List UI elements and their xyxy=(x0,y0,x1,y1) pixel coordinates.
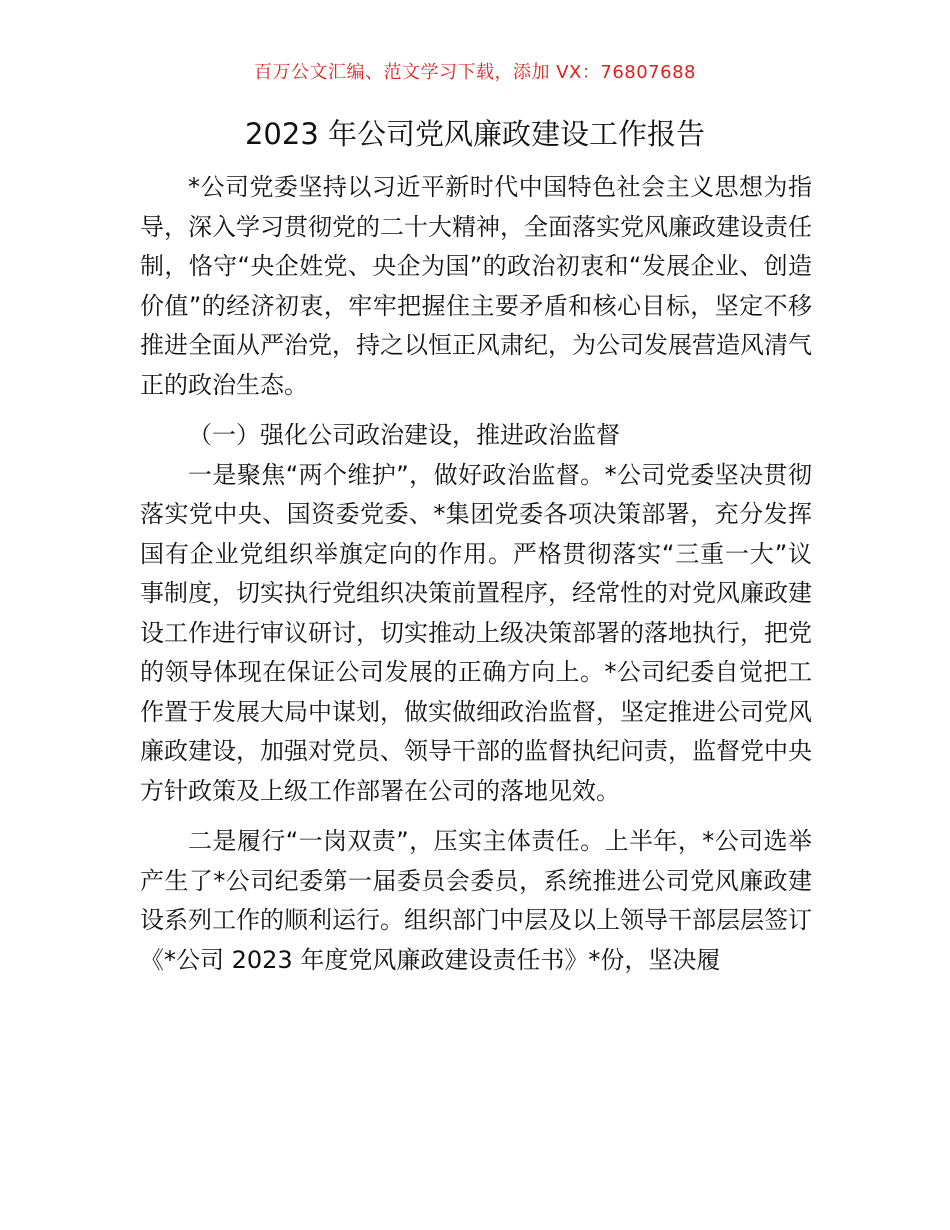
section-heading: （一）强化公司政治建设，推进政治监督 xyxy=(188,421,620,449)
intro-paragraph: *公司党委坚持以习近平新时代中国特色社会主义思想为指导，深入学习贯彻党的二十大精神，全面落实党风廉政建设责任制，恪守“央企姓党、央企为国”的政治初衷和“发展企业、创造价值”的经济初衷，牢牢把握住主要矛盾和核心目标，坚定不移推进全面从严治党，持之以恒正风肃纪，为公司发展营造风清气正的政治生态。 xyxy=(140,173,812,399)
section-paragraph-1: 一是聚焦“两个维护”，做好政治监督。*公司党委坚决贯彻落实党中央、国资委党委、*集团党委各项决策部署，充分发挥国有企业党组织举旗定向的作用。严格贯彻落实“三重一大”议事制度，切实执行党组织决策前置程序，经常性的对党风廉政建设工作进行审议研讨，切实推动上级决策部署的落地执行，把党的领导体现在保证公司发展的正确方向上。*公司纪委自觉把工作置于发展大局中谋划，做实做细政治监督，坚定推进公司党风廉政建设，加强对党员、领导干部的监督执纪问责，监督党中央方针政策及上级工作部署在公司的落地见效。 xyxy=(140,460,812,805)
document-title: 2023 年公司党风廉政建设工作报告 xyxy=(244,117,706,151)
document-body xyxy=(140,168,812,980)
header-watermark-note: 百万公文汇编、范文学习下载，添加 VX：76807688 xyxy=(254,62,696,83)
section-paragraph-2: 二是履行“一岗双责”，压实主体责任。上半年，*公司选举产生了*公司纪委第一届委员会委员，系统推进公司党风廉政建设系列工作的顺利运行。组织部门中层及以上领导干部层层签订《*公司 2023 年度党风廉政建设责任书》*份，坚决履 xyxy=(140,827,812,974)
